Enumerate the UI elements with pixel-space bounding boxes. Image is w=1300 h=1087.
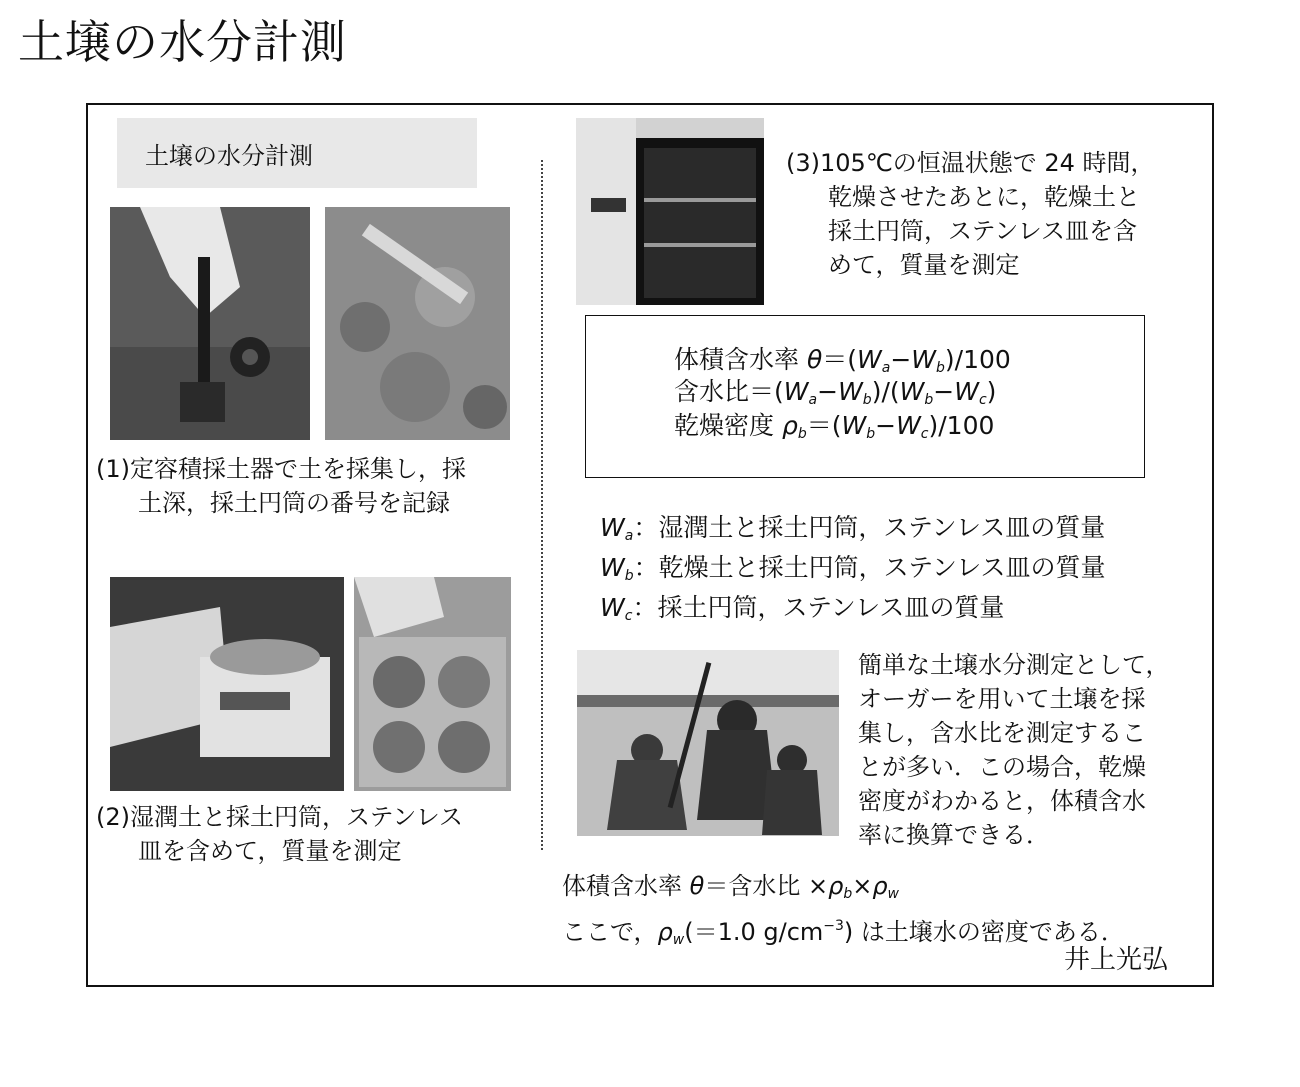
caption-step2 — [96, 800, 463, 868]
caption-step3-line2: 乾燥させたあとに，乾燥土と — [828, 183, 1140, 211]
bottom-line1-prefix: 体積含水率 — [562, 872, 690, 900]
formula-dry-density: 乾燥密度 $\rho_b=(W_b-W_c)/100$ — [674, 411, 995, 442]
formula-volumetric-label: 体積含水率 — [674, 345, 807, 374]
section-label: 土壌の水分計測 — [145, 142, 313, 170]
caption-step1-line1: (1)定容積採土器で土を採集し，採 — [96, 455, 466, 483]
formula-water-ratio: 含水比$=(W_a-W_b)/(W_b-W_c)$ — [674, 377, 997, 408]
formula-water-ratio-label: 含水比＝ — [674, 377, 775, 406]
caption-step3-line4: めて，質量を測定 — [828, 251, 1020, 279]
caption-step3-line1: (3)105℃の恒温状態で 24 時間， — [786, 149, 1155, 177]
definitions — [600, 512, 1106, 632]
bottom-line2-mid: (＝1.0 g/cm — [684, 918, 824, 946]
photo-soil-ground — [325, 207, 510, 440]
photo-balance — [110, 577, 344, 791]
bottom-line2-suffix: ) は土壌水の密度である． — [843, 918, 1125, 946]
note-line2: オーガーを用いて土壌を採 — [858, 685, 1146, 713]
page-title: 土壌の水分計測 — [18, 15, 347, 69]
note-line6: 率に換算できる． — [858, 821, 1050, 849]
photo-soil-sampler — [110, 207, 310, 440]
bottom-formula — [562, 870, 1125, 956]
definition-wc: $W_c$：採土円筒，ステンレス皿の質量 — [600, 593, 1005, 624]
caption-step3-line3: 採土円筒，ステンレス皿を含 — [828, 217, 1137, 245]
column-divider — [541, 160, 543, 850]
bottom-line1-mid: ＝含水比 × — [704, 872, 829, 900]
formula-dry-density-label: 乾燥密度 — [674, 411, 782, 440]
definition-wb: $W_b$：乾燥土と採土円筒，ステンレス皿の質量 — [600, 553, 1106, 584]
note-text — [858, 648, 1170, 852]
bottom-line2-prefix: ここで， — [562, 918, 658, 946]
photo-oven — [576, 118, 764, 305]
definition-wc-text: ：採土円筒，ステンレス皿の質量 — [632, 593, 1005, 622]
photo-dishes — [354, 577, 511, 791]
caption-step2-line1: (2)湿潤土と採土円筒，ステンレス — [96, 803, 463, 831]
bottom-formula-line2: ここで，$\rho_w(=1.0$ $g/cm^{-3}$) は土壌水の密度である． — [562, 918, 1125, 948]
definition-wb-text: ：乾燥土と採土円筒，ステンレス皿の質量 — [633, 553, 1106, 582]
section-label-box — [117, 118, 477, 188]
caption-step1 — [96, 452, 466, 520]
note-line3: 集し，含水比を測定するこ — [858, 719, 1146, 747]
note-line1: 簡単な土壌水分測定として， — [858, 651, 1170, 679]
formula-box — [585, 315, 1145, 478]
definition-wa-text: ：湿潤土と採土円筒，ステンレス皿の質量 — [633, 513, 1106, 542]
caption-step1-line2: 土深，採土円筒の番号を記録 — [138, 489, 450, 517]
author-name: 井上光弘 — [1064, 945, 1169, 975]
photo-field-auger — [577, 650, 839, 836]
bottom-formula-line1: 体積含水率 θ＝含水比 $\times\rho_b\times\rho_w$ — [562, 872, 899, 902]
formula-volumetric: 体積含水率 $\theta=(W_a-W_b)/100$ — [674, 345, 1011, 376]
definition-wa: $W_a$：湿潤土と採土円筒，ステンレス皿の質量 — [600, 513, 1106, 544]
caption-step2-line2: 皿を含めて，質量を測定 — [138, 837, 402, 865]
note-line4: とが多い．この場合，乾燥 — [858, 753, 1146, 781]
caption-step3 — [786, 146, 1155, 282]
note-line5: 密度がわかると，体積含水 — [858, 787, 1146, 815]
